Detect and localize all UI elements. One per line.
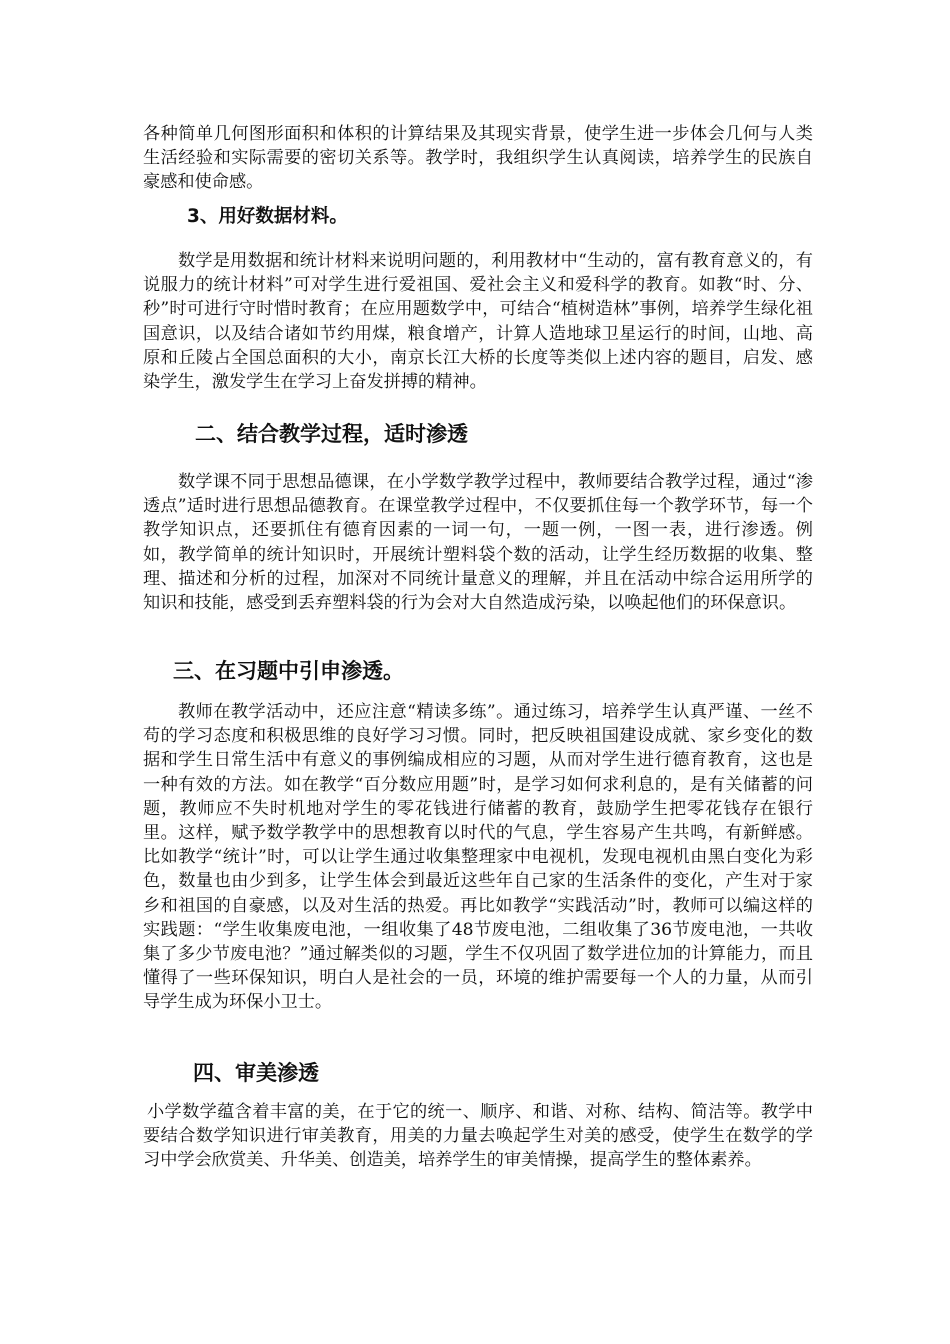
paragraph-exercises: 教师在教学活动中，还应注意“精读多练”。通过练习，培养学生认真严谨、一丝不苟的学习态度和积极思维的良好学习习惯。同时，把反映祖国建设成就、家乡变化的数据和学生日常生活中有意义的事例编成相应的习题，从而对学生进行德育教育，这也是一种有效的方法。如在教学“百分数应用题”时，是学习如何求利息的，是有关储蓄的问题，教师应不失时机地对学生的零花钱进行储蓄的教育，鼓励学生把零花钱存在银行里。这样，赋予数学教学中的思想教育以时代的气息，学生容易产生共鸣，有新鲜感。比如教学“统计”时，可以让学生通过收集整理家中电视机，发现电视机由黑白变化为彩色，数量也由少到多，让学生体会到最近这些年自己家的生活条件的变化，产生对于家乡和祖国的自豪感，以及对生活的热爱。再比如教学“实践活动”时，教师可以编这样的实践题：“学生收集废电池，一组收集了48节废电池，二组收集了36节废电池，一共收集了多少节废电池？”通过解类似的习题，学生不仅巩固了数学进位加的计算能力，而且懂得了一些环保知识，明白人是社会的一员，环境的维护需要每一个人的力量，从而引导学生成为环保小卫士。 [143,702,813,1013]
sub-heading-use-data: 3、用好数据材料。 [187,206,348,227]
heading-exercises: 三、在习题中引申渗透。 [173,659,404,683]
heading-aesthetics: 四、审美渗透 [193,1061,319,1085]
paragraph-teaching-process: 数学课不同于思想品德课，在小学数学教学过程中，教师要结合教学过程，通过“渗透点”适时进行思想品德教育。在课堂教学过程中，不仅要抓住每一个教学环节，每一个教学知识点，还要抓住有德育因素的一词一句，一题一例，一图一表，进行渗透。例如，教学简单的统计知识时，开展统计塑料袋个数的活动，让学生经历数据的收集、整理、描述和分析的过程，加深对不同统计量意义的理解，并且在活动中综合运用所学的知识和技能，感受到丢弃塑料袋的行为会对大自然造成污染，以唤起他们的环保意识。 [143,472,813,614]
paragraph-aesthetics: 小学数学蕴含着丰富的美，在于它的统一、顺序、和谐、对称、结构、简洁等。教学中要结合数学知识进行审美教育，用美的力量去唤起学生对美的感受，使学生在数学的学习中学会欣赏美、升华美、创造美，培养学生的审美情操，提高学生的整体素养。 [143,1102,813,1171]
paragraph-use-data: 数学是用数据和统计材料来说明问题的，利用教材中“生动的，富有教育意义的，有说服力的统计材料”可对学生进行爱祖国、爱社会主义和爱科学的教育。如教“时、分、秒”时可进行守时惜时教育；在应用题数学中，可结合“植树造林”事例，培养学生绿化祖国意识，以及结合诸如节约用煤，粮食增产，计算人造地球卫星运行的时间，山地、高原和丘陵占全国总面积的大小，南京长江大桥的长度等类似上述内容的题目，启发、感染学生，激发学生在学习上奋发拼搏的精神。 [143,251,813,393]
intro-paragraph: 各种简单几何图形面积和体积的计算结果及其现实背景，使学生进一步体会几何与人类生活经验和实际需要的密切关系等。教学时，我组织学生认真阅读，培养学生的民族自豪感和使命感。 [143,124,813,193]
heading-teaching-process: 二、结合教学过程，适时渗透 [195,422,468,446]
